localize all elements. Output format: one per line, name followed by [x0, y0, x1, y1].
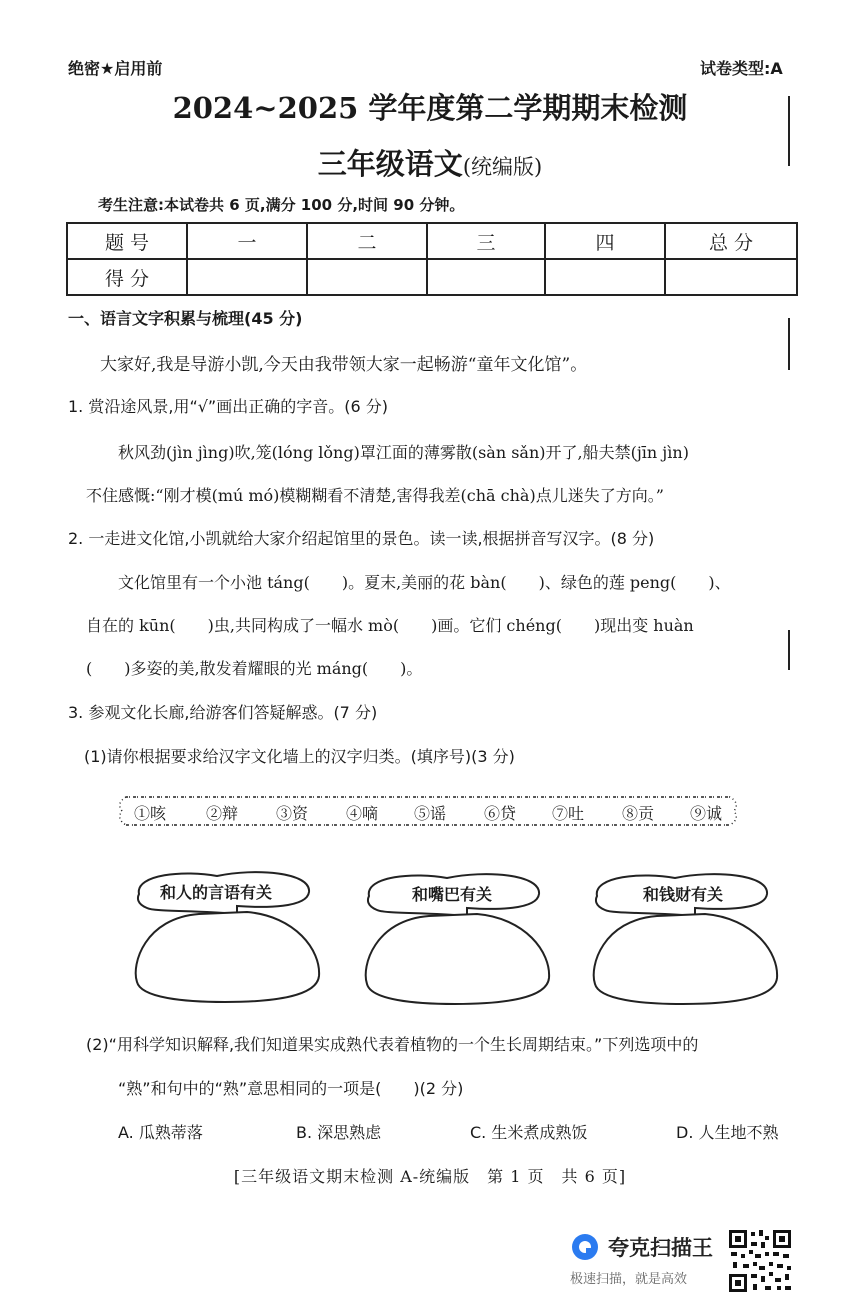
table-cell: 四	[545, 223, 665, 259]
scan-edge-line	[788, 630, 790, 670]
qr-code-icon	[727, 1228, 793, 1294]
question-2-line: ( )多姿的美,散发着耀眼的光 máng( )。	[86, 659, 423, 678]
table-cell: 得 分	[67, 259, 187, 295]
scanner-logo-icon	[570, 1232, 600, 1262]
char-item: ⑧贡	[622, 804, 655, 823]
score-table	[66, 222, 798, 296]
bag-label: 和嘴巴有关	[412, 885, 493, 904]
table-cell: 总 分	[665, 223, 797, 259]
char-item: ⑤谣	[414, 804, 447, 823]
score-input-cell[interactable]	[307, 259, 427, 295]
brand-name: 夸克扫描王	[608, 1236, 713, 1260]
table-cell: 三	[427, 223, 545, 259]
scanner-watermark	[570, 1224, 720, 1294]
char-item: ⑥贷	[484, 804, 517, 823]
edition-label: (统编版)	[462, 155, 543, 179]
table-cell: 一	[187, 223, 307, 259]
table-row	[67, 223, 797, 259]
table-cell: 题 号	[67, 223, 187, 259]
option-a[interactable]: A. 瓜熟蒂落	[118, 1123, 203, 1142]
scan-edge-line	[788, 96, 790, 166]
score-input-cell[interactable]	[427, 259, 545, 295]
question-1-title: 1. 赏沿途风景,用“√”画出正确的字音。(6 分)	[68, 397, 388, 416]
question-2-title: 2. 一走进文化馆,小凯就给大家介绍起馆里的景色。读一读,根据拼音写汉字。(8 分)	[68, 529, 655, 548]
char-item: ③资	[276, 804, 309, 823]
paper-type-label: 试卷类型:A	[700, 59, 783, 78]
section-heading: 一、语言文字积累与梳理(45 分)	[68, 309, 303, 328]
exam-subtitle	[0, 142, 860, 183]
bag-label: 和人的言语有关	[160, 883, 273, 902]
page-footer: [三年级语文期末检测 A-统编版 第 1 页 共 6 页]	[233, 1167, 627, 1186]
secret-label: 绝密★启用前	[68, 59, 163, 78]
option-c[interactable]: C. 生米煮成熟饭	[470, 1123, 588, 1142]
score-input-cell[interactable]	[187, 259, 307, 295]
table-row	[67, 259, 797, 295]
exam-notice: 考生注意:本试卷共 6 页,满分 100 分,时间 90 分钟。	[98, 196, 465, 214]
question-3-sub1: (1)请你根据要求给汉字文化墙上的汉字归类。(填序号)(3 分)	[84, 747, 515, 766]
table-cell: 二	[307, 223, 427, 259]
question-1-line: 不住感慨:“刚才模(mú mó)模糊糊看不清楚,害得我差(chā chà)点儿迷失了方向。”	[86, 486, 664, 505]
question-2-line: 自在的 kūn( )虫,共同构成了一幅水 mò( )画。它们 chéng( )现出变 huàn	[86, 616, 694, 635]
char-item: ⑨诚	[690, 804, 723, 823]
section-intro: 大家好,我是导游小凯,今天由我带领大家一起畅游“童年文化馆”。	[100, 355, 588, 375]
subject-title: 三年级语文	[317, 147, 463, 181]
brand-slogan: 极速扫描，就是高效	[570, 1272, 688, 1287]
scan-edge-line	[788, 318, 790, 370]
char-item: ①咳	[134, 804, 167, 823]
question-3-sub2: “熟”和句中的“熟”意思相同的一项是( )(2 分)	[118, 1079, 464, 1098]
option-d[interactable]: D. 人生地不熟	[676, 1123, 779, 1142]
question-3-sub2: (2)“用科学知识解释,我们知道果实成熟代表着植物的一个生长周期结束。”下列选项中的	[86, 1035, 699, 1054]
option-b[interactable]: B. 深思熟虑	[296, 1123, 382, 1142]
char-item: ②辩	[206, 804, 239, 823]
question-3-title: 3. 参观文化长廊,给游客们答疑解惑。(7 分)	[68, 703, 378, 722]
question-2-line: 文化馆里有一个小池 táng( )。夏末,美丽的花 bàn( )、绿色的莲 peng( )、	[118, 573, 731, 592]
bag-label: 和钱财有关	[643, 885, 724, 904]
char-item: ⑦吐	[552, 804, 585, 823]
exam-title: 2024~2025 学年度第二学期期末检测	[172, 91, 688, 125]
score-input-cell[interactable]	[665, 259, 797, 295]
char-item: ④嘀	[346, 804, 379, 823]
score-input-cell[interactable]	[545, 259, 665, 295]
question-1-line: 秋风劲(jìn jìng)吹,笼(lóng lǒng)罩江面的薄雾散(sàn sǎn)开了,船夫禁(jīn jìn)	[118, 443, 689, 462]
